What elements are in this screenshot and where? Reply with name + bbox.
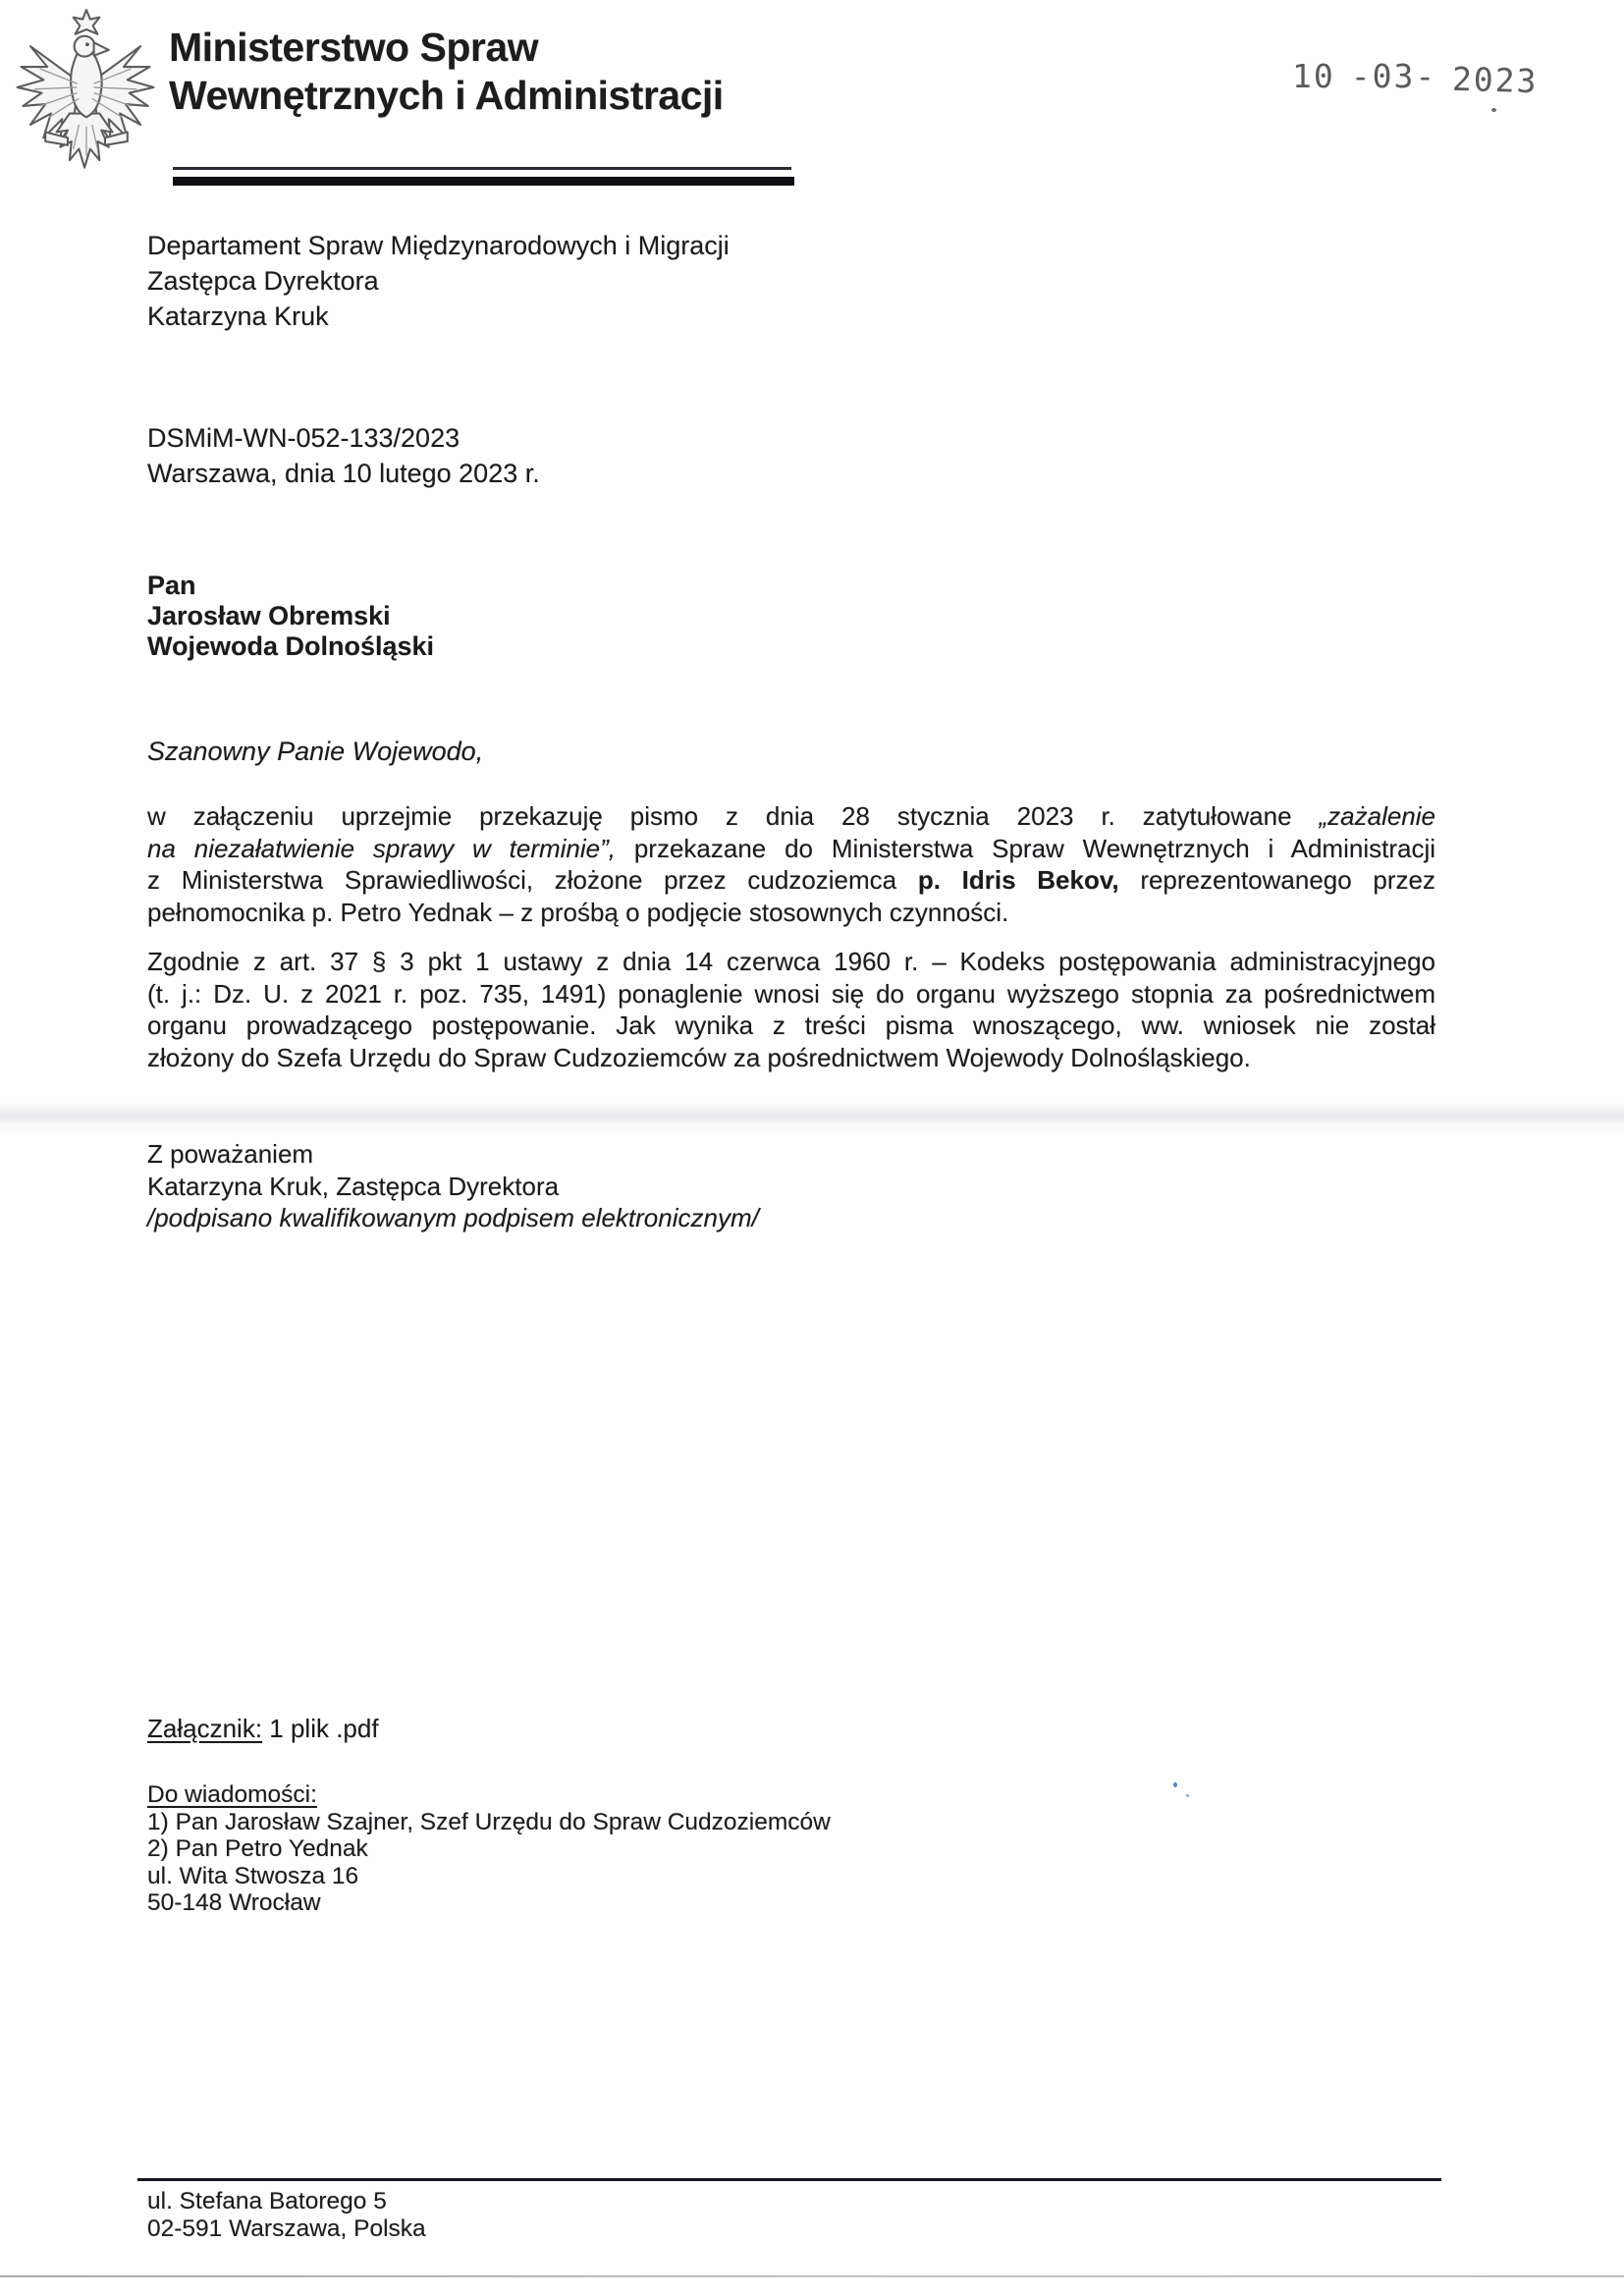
sender-block <box>147 228 730 334</box>
footer-address-line2: 02-591 Warszawa, Polska <box>147 2214 426 2242</box>
ink-speck <box>1173 1782 1177 1787</box>
paragraph-2-line-3: organu prowadzącego postępowanie. Jak wynika z treści pisma wnoszącego, ww. wniosek nie został <box>147 1011 1435 1040</box>
polish-eagle-emblem-icon <box>12 8 161 183</box>
paragraph-1 <box>147 800 1435 928</box>
p1-l1-quote-start: „zażalenie <box>1319 801 1435 831</box>
footer-rule <box>137 2178 1441 2181</box>
scan-speck <box>1491 108 1496 112</box>
attachment-label: Załącznik: <box>147 1714 263 1743</box>
electronic-signature-note: /podpisano kwalifikowanym podpisem elektronicznym/ <box>147 1203 759 1232</box>
footer-address <box>147 2188 426 2242</box>
p1-l2-quote-end: na niezałatwienie sprawy w terminie”, <box>147 833 617 863</box>
p1-l1-text: w załączeniu uprzejmie przekazuję pismo z dnia 28 stycznia 2023 r. zatytułowane <box>147 801 1320 831</box>
cc-block <box>147 1781 831 1917</box>
scan-fold-band <box>0 1102 1624 1135</box>
ink-speck <box>1186 1794 1189 1797</box>
closing-regards: Z poważaniem <box>147 1139 314 1169</box>
attachment-value: 1 plik .pdf <box>262 1714 379 1743</box>
stamp-month: -03- <box>1350 57 1437 95</box>
paragraph-2 <box>147 946 1435 1073</box>
paragraph-2-line-4: złożony do Szefa Urzędu do Spraw Cudzoziemców za pośrednictwem Wojewody Dolnośląskiego. <box>147 1042 1251 1072</box>
p1-l3-foreigner-name: p. Idris Bekov, <box>917 865 1119 895</box>
cc-item: 50-148 Wrocław <box>147 1889 321 1916</box>
paragraph-2-line-1: Zgodnie z art. 37 § 3 pkt 1 ustawy z dnia 14 czerwca 1960 r. – Kodeks postępowania administracyjnego <box>147 947 1435 976</box>
cc-item: 1) Pan Jarosław Szajner, Szef Urzędu do Spraw Cudzoziemców <box>147 1808 831 1835</box>
recipient-prefix: Pan <box>147 571 196 600</box>
stamp-day: 10 <box>1292 57 1335 95</box>
cc-label: Do wiadomości: <box>147 1781 317 1808</box>
salutation: Szanowny Panie Wojewodo, <box>147 737 484 766</box>
paragraph-1-line-3 <box>147 864 1435 897</box>
header-rule-thick <box>173 177 794 186</box>
cc-item: ul. Wita Stwosza 16 <box>147 1862 359 1889</box>
sender-department: Departament Spraw Międzynarodowych i Migracji <box>147 231 730 260</box>
p1-l3-text-a: z Ministerstwa Sprawiedliwości, złożone przez cudzoziemca <box>147 865 918 895</box>
place-and-date: Warszawa, dnia 10 lutego 2023 r. <box>147 459 540 488</box>
paragraph-1-line-1 <box>147 800 1435 833</box>
received-date-stamp <box>1292 57 1540 101</box>
ministry-name <box>169 24 724 120</box>
footer-address-line1: ul. Stefana Batorego 5 <box>147 2188 387 2214</box>
scan-bottom-edge <box>0 2275 1624 2277</box>
recipient-block <box>147 571 434 662</box>
reference-block <box>147 420 540 491</box>
closing-block <box>147 1138 759 1234</box>
p1-l3-text-b: reprezentowanego przez <box>1118 865 1435 895</box>
paragraph-1-line-2 <box>147 833 1435 865</box>
recipient-title: Wojewoda Dolnośląski <box>147 631 435 661</box>
ministry-name-line2: Wewnętrznych i Administracji <box>169 73 724 118</box>
ministry-name-line1: Ministerstwo Spraw <box>169 25 539 70</box>
sender-title: Zastępca Dyrektora <box>147 266 379 296</box>
stamp-year: 2023 <box>1451 59 1540 101</box>
closing-signer: Katarzyna Kruk, Zastępca Dyrektora <box>147 1171 560 1201</box>
recipient-name: Jarosław Obremski <box>147 601 391 630</box>
reference-number: DSMiM-WN-052-133/2023 <box>147 423 460 453</box>
sender-name: Katarzyna Kruk <box>147 301 329 331</box>
paragraph-2-line-2: (t. j.: Dz. U. z 2021 r. poz. 735, 1491) ponaglenie wnosi się do organu wyższego stopnia za pośrednictwem <box>147 978 1435 1009</box>
p1-l2-text: przekazane do Ministerstwa Spraw Wewnętrznych i Administracji <box>616 833 1436 863</box>
cc-item: 2) Pan Petro Yednak <box>147 1835 368 1862</box>
header-rule-thin <box>173 167 791 170</box>
attachment-line <box>147 1714 379 1744</box>
paragraph-1-line-4: pełnomocnika p. Petro Yednak – z prośbą o podjęcie stosownych czynności. <box>147 897 1009 927</box>
